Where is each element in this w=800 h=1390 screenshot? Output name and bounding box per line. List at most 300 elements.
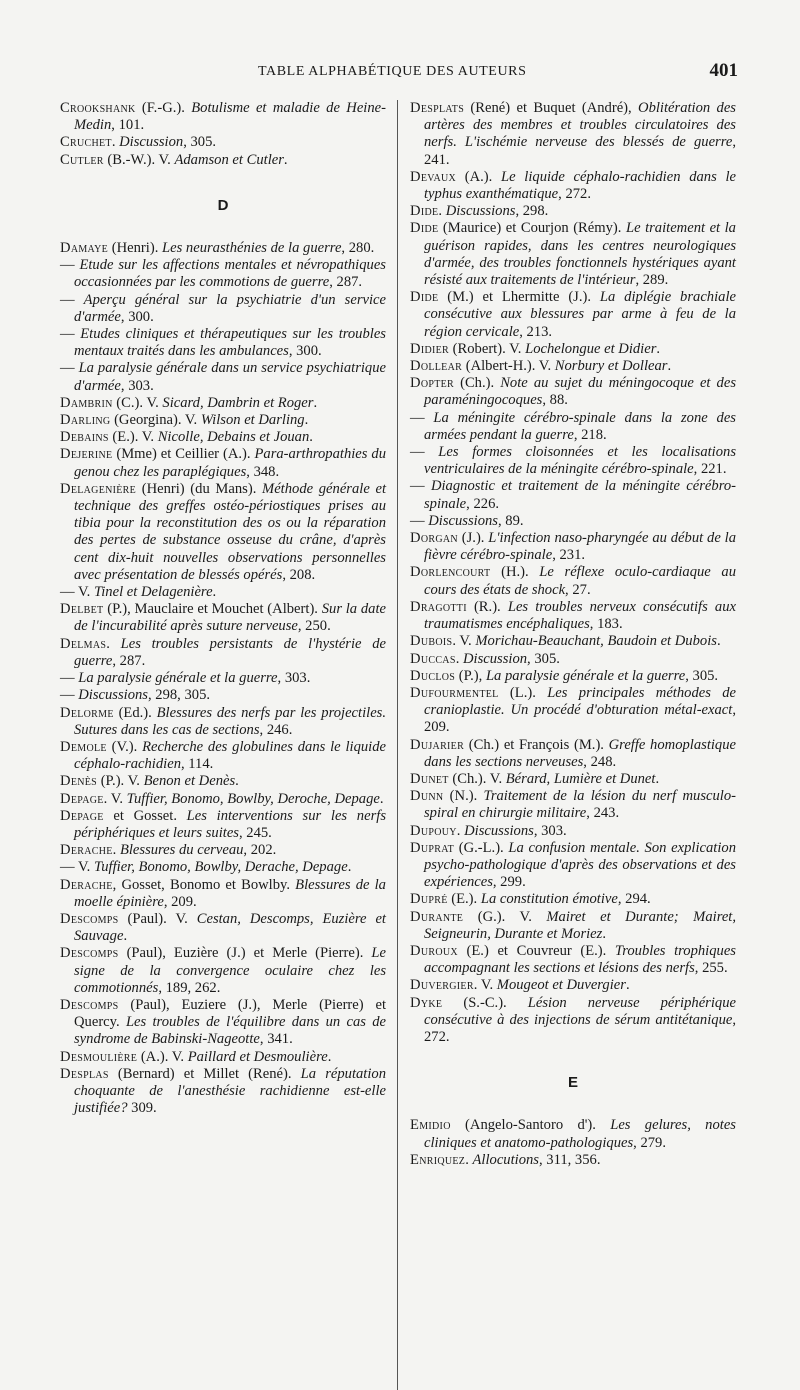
page-reference: , 250. (297, 618, 331, 635)
entry-text: — (60, 670, 79, 687)
entry-text: (Robert). V. (449, 340, 526, 357)
work-title: Troubles trophiques accompagnant les sections et lésions des nerfs (424, 942, 736, 977)
work-title: Cestan, Descomps, Euzière et Sauvage (74, 910, 386, 945)
entry-text: — (60, 257, 80, 274)
entry-text: , Gosset, Bonomo et Bowlby. (112, 876, 296, 893)
entry-text: (E.). V. (108, 429, 158, 446)
entry-text: (G.-L.). (454, 839, 509, 856)
page-reference: . (304, 412, 309, 429)
author-name: Damaye (60, 240, 109, 257)
entry-text: . V. (452, 633, 476, 650)
work-title: Para-arthropathies du genou chez les paraplégiques (74, 446, 386, 480)
entry-text: (Paul), Euziere (J.), Merle (Pierre) et Quercy. (74, 996, 386, 1031)
index-entry (410, 633, 736, 650)
index-entry (410, 169, 736, 203)
work-title: Greffe homoplastique dans les sections nerveuses (424, 736, 736, 770)
work-title: La paralysie générale dans un service psychiatrique d'armée (74, 360, 386, 394)
author-name: Descomps (60, 996, 119, 1013)
entry-text: (Georgina). V. (110, 412, 201, 429)
page-reference: . (347, 859, 352, 876)
index-entry (60, 705, 386, 739)
page-reference: , 114. (181, 756, 214, 773)
page-reference: , 231. (552, 547, 586, 564)
page-reference: . (625, 977, 630, 994)
entry-text: (P.), (455, 667, 486, 684)
index-entry (410, 1117, 736, 1151)
author-name: Delmas (60, 635, 107, 652)
entry-text: (B.-W.). V. (103, 151, 175, 168)
entry-text: (Albert-H.). V. (462, 358, 555, 375)
work-title: La confusion mentale. Son explication psycho-pathologique d'après des observations et des expériences (424, 839, 736, 891)
entry-text: et Gosset. (103, 807, 187, 824)
author-name: Dollear (410, 358, 463, 375)
page-reference: , 280. (341, 240, 375, 257)
page-reference: , 101. (111, 117, 145, 134)
index-entry (60, 1066, 386, 1118)
work-title: Aperçu général sur la psychiatrie d'un service d'armée (74, 291, 386, 325)
entry-text: — (410, 409, 434, 426)
author-name: Dunet (410, 770, 449, 787)
author-name: Demole (60, 738, 107, 755)
work-title: Mougeot et Duvergier (496, 977, 626, 994)
author-name: Darling (60, 412, 111, 429)
work-title: La constitution émotive (480, 891, 618, 908)
entry-text: — (60, 687, 79, 704)
index-entry (60, 326, 386, 360)
work-title: Les troubles de l'équilibre dans un cas de syndrome de Babinski-Nageotte (74, 1014, 386, 1048)
work-title: Adamson et Cutler (174, 151, 284, 168)
work-title: Blessures des nerfs par les projectiles. Sutures dans les cas de sections (74, 704, 386, 738)
index-entry (60, 240, 386, 257)
page-number: 401 (709, 60, 738, 81)
page-reference: . (327, 1048, 332, 1065)
author-name: Crookshank (60, 100, 136, 116)
author-name: Derache (60, 876, 113, 893)
work-title: Paillard et Desmoulière (187, 1048, 328, 1065)
entry-text: (F.-G.). (135, 100, 192, 116)
author-name: Depage (60, 807, 104, 824)
entry-text: — (60, 291, 84, 308)
entry-text: . (438, 203, 446, 220)
author-name: Dorgan (410, 530, 458, 547)
index-entry (60, 360, 386, 394)
page-reference: . (602, 925, 606, 942)
index-entry (60, 791, 386, 808)
section-letter: E (567, 1074, 578, 1092)
page-reference: . (123, 928, 128, 945)
entry-text: (H.). (490, 564, 540, 581)
entry-text: . V. (103, 790, 127, 807)
index-entry (410, 289, 736, 341)
author-name: Dupré (410, 891, 448, 908)
author-name: Devaux (410, 168, 457, 185)
entry-text: (Ed.). (113, 704, 157, 721)
entry-text: (Ch.). V. (448, 770, 506, 787)
page-reference: , 303. (277, 670, 311, 687)
author-name: Durante (410, 908, 464, 925)
page-reference: , 303. (120, 377, 154, 394)
page-reference: , 298, 305. (147, 687, 211, 704)
entry-text: — (60, 326, 81, 343)
work-title: Diagnostic et traitement de la méningite cérébro-spinale (424, 478, 736, 512)
entry-text: (R.). (466, 598, 508, 615)
work-title: Tuffier, Bonomo, Bowlby, Deroche, Depage (126, 790, 380, 807)
author-name: Dragotti (410, 598, 467, 615)
page-reference: , 300. (120, 308, 154, 325)
index-entry (60, 481, 386, 584)
page-header (58, 62, 738, 84)
author-name: Cruchet (60, 134, 112, 151)
index-entry (410, 513, 736, 530)
work-title: La diplégie brachiale consécutive aux blessures par arme à feu de la région cervicale (424, 289, 736, 340)
page-reference: , 209. (163, 893, 197, 910)
page-reference: , 300. (288, 343, 322, 360)
column-divider (397, 100, 398, 1390)
work-title: Discussions (78, 687, 148, 704)
work-title: Discussions (464, 822, 534, 839)
work-title: Note au sujet du méningocoque et des paraméningocoques (424, 375, 736, 409)
work-title: Morichau-Beauchant, Baudoin et Dubois (475, 633, 717, 650)
index-entry (410, 530, 736, 564)
entry-text: (C.). V. (112, 394, 163, 411)
index-entry (60, 601, 386, 635)
index-entry (410, 220, 736, 289)
page-reference: , 299. (492, 874, 526, 891)
author-name: Desplats (410, 100, 465, 116)
work-title: Les interventions sur les nerfs périphériques et leurs suites (74, 807, 386, 841)
work-title: Le liquide céphalo-rachidien dans le typhus exanthématique (424, 168, 736, 203)
entry-text: (A.). (456, 168, 501, 185)
author-name: Delagenière (60, 480, 137, 497)
entry-text: (A.). V. (137, 1048, 188, 1065)
page-reference: , 305. (183, 134, 217, 151)
work-title: Discussion (119, 134, 184, 151)
entry-text: (Mme) et Ceillier (A.). (112, 446, 255, 463)
index-entry (60, 808, 386, 842)
entry-text: . (455, 650, 463, 667)
index-entry (410, 668, 736, 685)
index-entry (410, 1152, 736, 1169)
entry-text: — (60, 360, 79, 377)
work-title: Le signe de la convergence oculaire chez les commotionnés (74, 945, 386, 996)
index-entry (60, 911, 386, 945)
author-name: Dorlencourt (410, 564, 491, 581)
page-reference: , 89. (497, 512, 524, 529)
entry-text: — V. (60, 859, 94, 876)
index-entry (410, 771, 736, 788)
work-title: Les troubles nerveux consécutifs aux traumatismes encéphaliques (424, 598, 736, 633)
entry-text: (Henri). (108, 240, 162, 257)
section-letter: D (217, 196, 229, 214)
work-title: Botulisme et maladie de Heine-Medin (74, 100, 386, 134)
index-entry (60, 636, 386, 670)
index-entry (410, 685, 736, 737)
index-entry (60, 257, 386, 291)
work-title: La paralysie générale et la guerre (78, 670, 278, 687)
author-name: Emidio (410, 1117, 451, 1134)
page-reference: , 246. (259, 721, 293, 738)
index-entry (60, 446, 386, 480)
author-name: Debains (60, 429, 109, 446)
work-title: Les gelures, notes cliniques et anatomo-pathologiques (424, 1117, 736, 1151)
page-reference: , 341. (259, 1031, 293, 1048)
index-entry (60, 739, 386, 773)
author-name: Descomps (60, 945, 119, 962)
index-entry (410, 564, 736, 598)
index-entry (410, 788, 736, 822)
page-reference: , 348. (246, 463, 280, 480)
work-title: Tuffier, Bonomo, Bowlby, Derache, Depage (93, 859, 348, 876)
index-entry (60, 877, 386, 911)
work-title: Traitement de la lésion du nerf musculo-spiral en chirurgie militaire (424, 788, 736, 822)
page-reference: . (716, 633, 721, 650)
author-name: Dide (410, 220, 439, 237)
author-name: Cutler (60, 151, 104, 168)
page-reference: . (283, 151, 288, 168)
work-title: Tinel et Delagenière (93, 584, 213, 601)
page-reference: , 287. (329, 274, 363, 291)
page-reference: , 272. (424, 1011, 736, 1045)
index-entry (60, 842, 386, 859)
index-entry (410, 203, 736, 220)
page-reference: , 298. (515, 203, 549, 220)
entry-text: (P.). V. (97, 773, 144, 790)
page-reference: , 208. (282, 566, 316, 583)
author-name: Dejerine (60, 446, 113, 463)
work-title: Bérard, Lumière et Dunet (505, 770, 656, 787)
index-entry (410, 823, 736, 840)
index-entry (410, 410, 736, 444)
work-title: Les principales méthodes de cranioplastie. Un procédé d'obturation métal-exact (424, 684, 736, 719)
author-name: Descomps (60, 910, 119, 927)
work-title: Blessures de la moelle épinière (74, 876, 386, 910)
work-title: Recherche des globulines dans le liquide céphalo-rachidien (74, 738, 386, 773)
entry-text: (L.). (498, 684, 548, 701)
entry-text: (J.). (457, 530, 489, 547)
entry-text: . (112, 842, 120, 859)
author-name: Delorme (60, 704, 114, 721)
index-entry (60, 152, 386, 169)
work-title: Etude sur les affections mentales et névropathiques occasionnées par les commotions de guerre (74, 257, 386, 291)
index-entry (60, 670, 386, 687)
index-entry (60, 997, 386, 1049)
entry-text: (Ch.) et François (M.). (464, 736, 609, 753)
page-reference: . (655, 770, 660, 787)
page-reference: . (212, 584, 217, 601)
index-entry (60, 1049, 386, 1066)
entry-text: . (465, 1151, 473, 1168)
index-entry (410, 840, 736, 892)
index-entry (410, 891, 736, 908)
author-name: Depage (60, 790, 104, 807)
author-name: Dupouy (410, 822, 457, 839)
index-entry (410, 358, 736, 375)
author-name: Denès (60, 773, 98, 790)
entry-text: (E.) et Couvreur (E.). (457, 942, 615, 959)
author-name: Duvergier (410, 977, 474, 994)
entry-text: (Henri) (du Mans). (136, 480, 263, 497)
entry-text: (S.-C.). (442, 994, 528, 1011)
right-column (410, 100, 736, 1169)
author-name: Duprat (410, 839, 455, 856)
entry-text: . (106, 635, 121, 652)
work-title: Norbury et Dollear (554, 358, 668, 375)
page-reference: , 183. (589, 616, 623, 633)
work-title: Wilson et Darling (200, 412, 305, 429)
index-entry (60, 687, 386, 704)
author-name: Didier (410, 340, 449, 357)
entry-text: (V.). (106, 738, 143, 755)
work-title: Blessures du cerveau (119, 842, 244, 859)
work-title: Le réflexe oculo-cardiaque au cours des états de shock (424, 564, 736, 598)
author-name: Dide (410, 289, 439, 306)
page-reference: , 279. (633, 1134, 666, 1151)
work-title: La paralysie générale et la guerre (485, 667, 686, 684)
work-title: La méningite cérébro-spinale dans la zone des armées pendant la guerre (424, 409, 736, 443)
index-entry (60, 134, 386, 151)
work-title: Discussions (428, 512, 498, 529)
page-reference: , 272. (558, 186, 591, 203)
work-title: Sicard, Dambrin et Roger (162, 394, 314, 411)
index-entry (60, 429, 386, 446)
work-title: Oblitération des artères des membres et troubles circulatoires des nerfs. L'ischémie nerveuse des blessés de guerre (424, 100, 736, 151)
index-entry (60, 292, 386, 326)
work-title: Lésion nerveuse périphérique consécutive à des injections de sérum antitétanique (424, 994, 736, 1028)
author-name: Dujarier (410, 736, 465, 753)
entry-text: — (410, 478, 431, 495)
author-name: Duccas (410, 650, 456, 667)
entry-text: (M.) et Lhermitte (J.). (438, 289, 600, 306)
page-reference: , 88. (542, 392, 568, 409)
author-name: Delbet (60, 601, 104, 618)
page-reference: , 221. (693, 461, 727, 478)
page-reference: , 243. (586, 805, 620, 822)
work-title: Le traitement et la guérison rapides, dans les centres neurologiques d'armée, des troubles fonctionnels hystériques ayant résisté aux traitements de l'intérieur (424, 220, 736, 289)
index-entry (410, 100, 736, 169)
page-reference: , 294. (617, 891, 651, 908)
work-title: Benon et Denès (143, 773, 236, 790)
page-reference: , 303. (533, 822, 567, 839)
author-name: Enriquez (410, 1151, 466, 1168)
entry-text: (N.). (443, 788, 484, 805)
work-title: Discussions (445, 203, 516, 220)
author-name: Dufourmentel (410, 684, 499, 701)
index-entry (410, 909, 736, 943)
index-entry (410, 375, 736, 409)
index-entry (410, 977, 736, 994)
author-name: Dide (410, 203, 439, 220)
author-name: Derache (60, 842, 113, 859)
work-title: L'infection naso-pharyngée au début de la fièvre cérébro-spinale (424, 530, 736, 564)
page-reference: , 209. (424, 702, 736, 736)
page-reference: , 218. (573, 426, 607, 443)
index-entry (410, 943, 736, 977)
entry-text: — (410, 512, 429, 529)
index-entry (60, 773, 386, 790)
author-name: Dunn (410, 788, 444, 805)
index-entry (410, 478, 736, 512)
entry-text: (René) et Buquet (André), (464, 100, 639, 116)
work-title: Méthode générale et technique des greffes ostéo-périostiques prises au tibia pour la reconstitution des os ou la réparation des pertes de substance osseuse du crâne, d'après cent dix-huit nouvelles observations personnelles avec présentation de blessés opérés (74, 480, 386, 583)
left-column (60, 100, 386, 1117)
work-title: Les troubles persistants de l'hystérie de guerre (74, 635, 387, 669)
author-name: Dyke (410, 994, 443, 1011)
index-entry (410, 995, 736, 1047)
entry-text: . V. (473, 977, 497, 994)
entry-text: — (410, 444, 439, 461)
index-entry (60, 859, 386, 876)
entry-text: (P.), Mauclaire et Mouchet (Albert). (103, 601, 322, 618)
entry-text: (E.). (447, 891, 481, 908)
author-name: Duroux (410, 942, 458, 959)
index-entry (410, 444, 736, 478)
entry-text: (Maurice) et Courjon (Rémy). (438, 220, 626, 237)
index-entry (410, 651, 736, 668)
page-reference: . (656, 340, 661, 357)
author-name: Dopter (410, 375, 455, 392)
page-reference: , 255. (694, 960, 728, 977)
index-entry (410, 341, 736, 358)
index-entry (60, 395, 386, 412)
entry-text: (Angelo-Santoro d'). (450, 1117, 611, 1134)
page-reference: . (667, 358, 672, 375)
author-name: Dambrin (60, 394, 113, 411)
entry-text: (Ch.). (454, 375, 501, 392)
work-title: Nicolle, Debains et Jouan (157, 429, 310, 446)
index-entry (60, 100, 386, 134)
author-name: Desmoulière (60, 1048, 138, 1065)
work-title: Discussion (462, 650, 528, 667)
page-reference: 309. (127, 1100, 157, 1117)
work-title: Les neurasthénies de la guerre (162, 240, 342, 257)
author-name: Duclos (410, 667, 456, 684)
entry-text: . (111, 134, 120, 151)
entry-text: — V. (60, 584, 94, 601)
work-title: Etudes cliniques et thérapeutiques sur les troubles mentaux traités dans les ambulances (74, 326, 386, 360)
page-reference: , 305. (527, 650, 560, 667)
page-reference: , 311, 356. (538, 1151, 601, 1168)
page-reference: , 241. (424, 134, 736, 168)
author-name: Desplas (60, 1065, 109, 1082)
page-reference: , 305. (685, 667, 719, 684)
entry-text: (G.). V. (463, 908, 547, 925)
index-entry (60, 584, 386, 601)
page-reference: , 213. (519, 323, 553, 340)
page-reference: . (309, 429, 313, 446)
work-title: Les formes cloisonnées et les localisations ventriculaires de la méningite cérébro-spinale (424, 444, 736, 478)
index-entry (410, 599, 736, 633)
index-entry (410, 737, 736, 771)
work-title: Mairet et Durante; Mairet, Seigneurin, Durante et Moriez (424, 908, 737, 942)
author-name: Dubois (410, 633, 453, 650)
page-reference: , 226. (466, 495, 500, 512)
entry-text: (Paul). V. (118, 910, 197, 927)
page-reference: , 27. (565, 581, 591, 598)
work-title: La réputation choquante de l'anesthésie rachidienne est-elle justifiée? (74, 1065, 386, 1117)
page-reference: , 248. (583, 753, 617, 770)
entry-text: (Paul), Euzière (J.) et Merle (Pierre). (118, 945, 372, 962)
index-entry (60, 945, 386, 997)
work-title: Allocutions (472, 1151, 539, 1168)
page-reference: , 189, 262. (158, 979, 221, 996)
page-reference: , 202. (243, 842, 277, 859)
page-reference: , 289. (635, 272, 669, 289)
page-reference: , 287. (112, 652, 146, 669)
page-reference: . (379, 790, 384, 807)
entry-text: (Bernard) et Millet (René). (108, 1065, 301, 1082)
entry-text: . (456, 822, 465, 839)
page-reference: . (313, 394, 318, 411)
